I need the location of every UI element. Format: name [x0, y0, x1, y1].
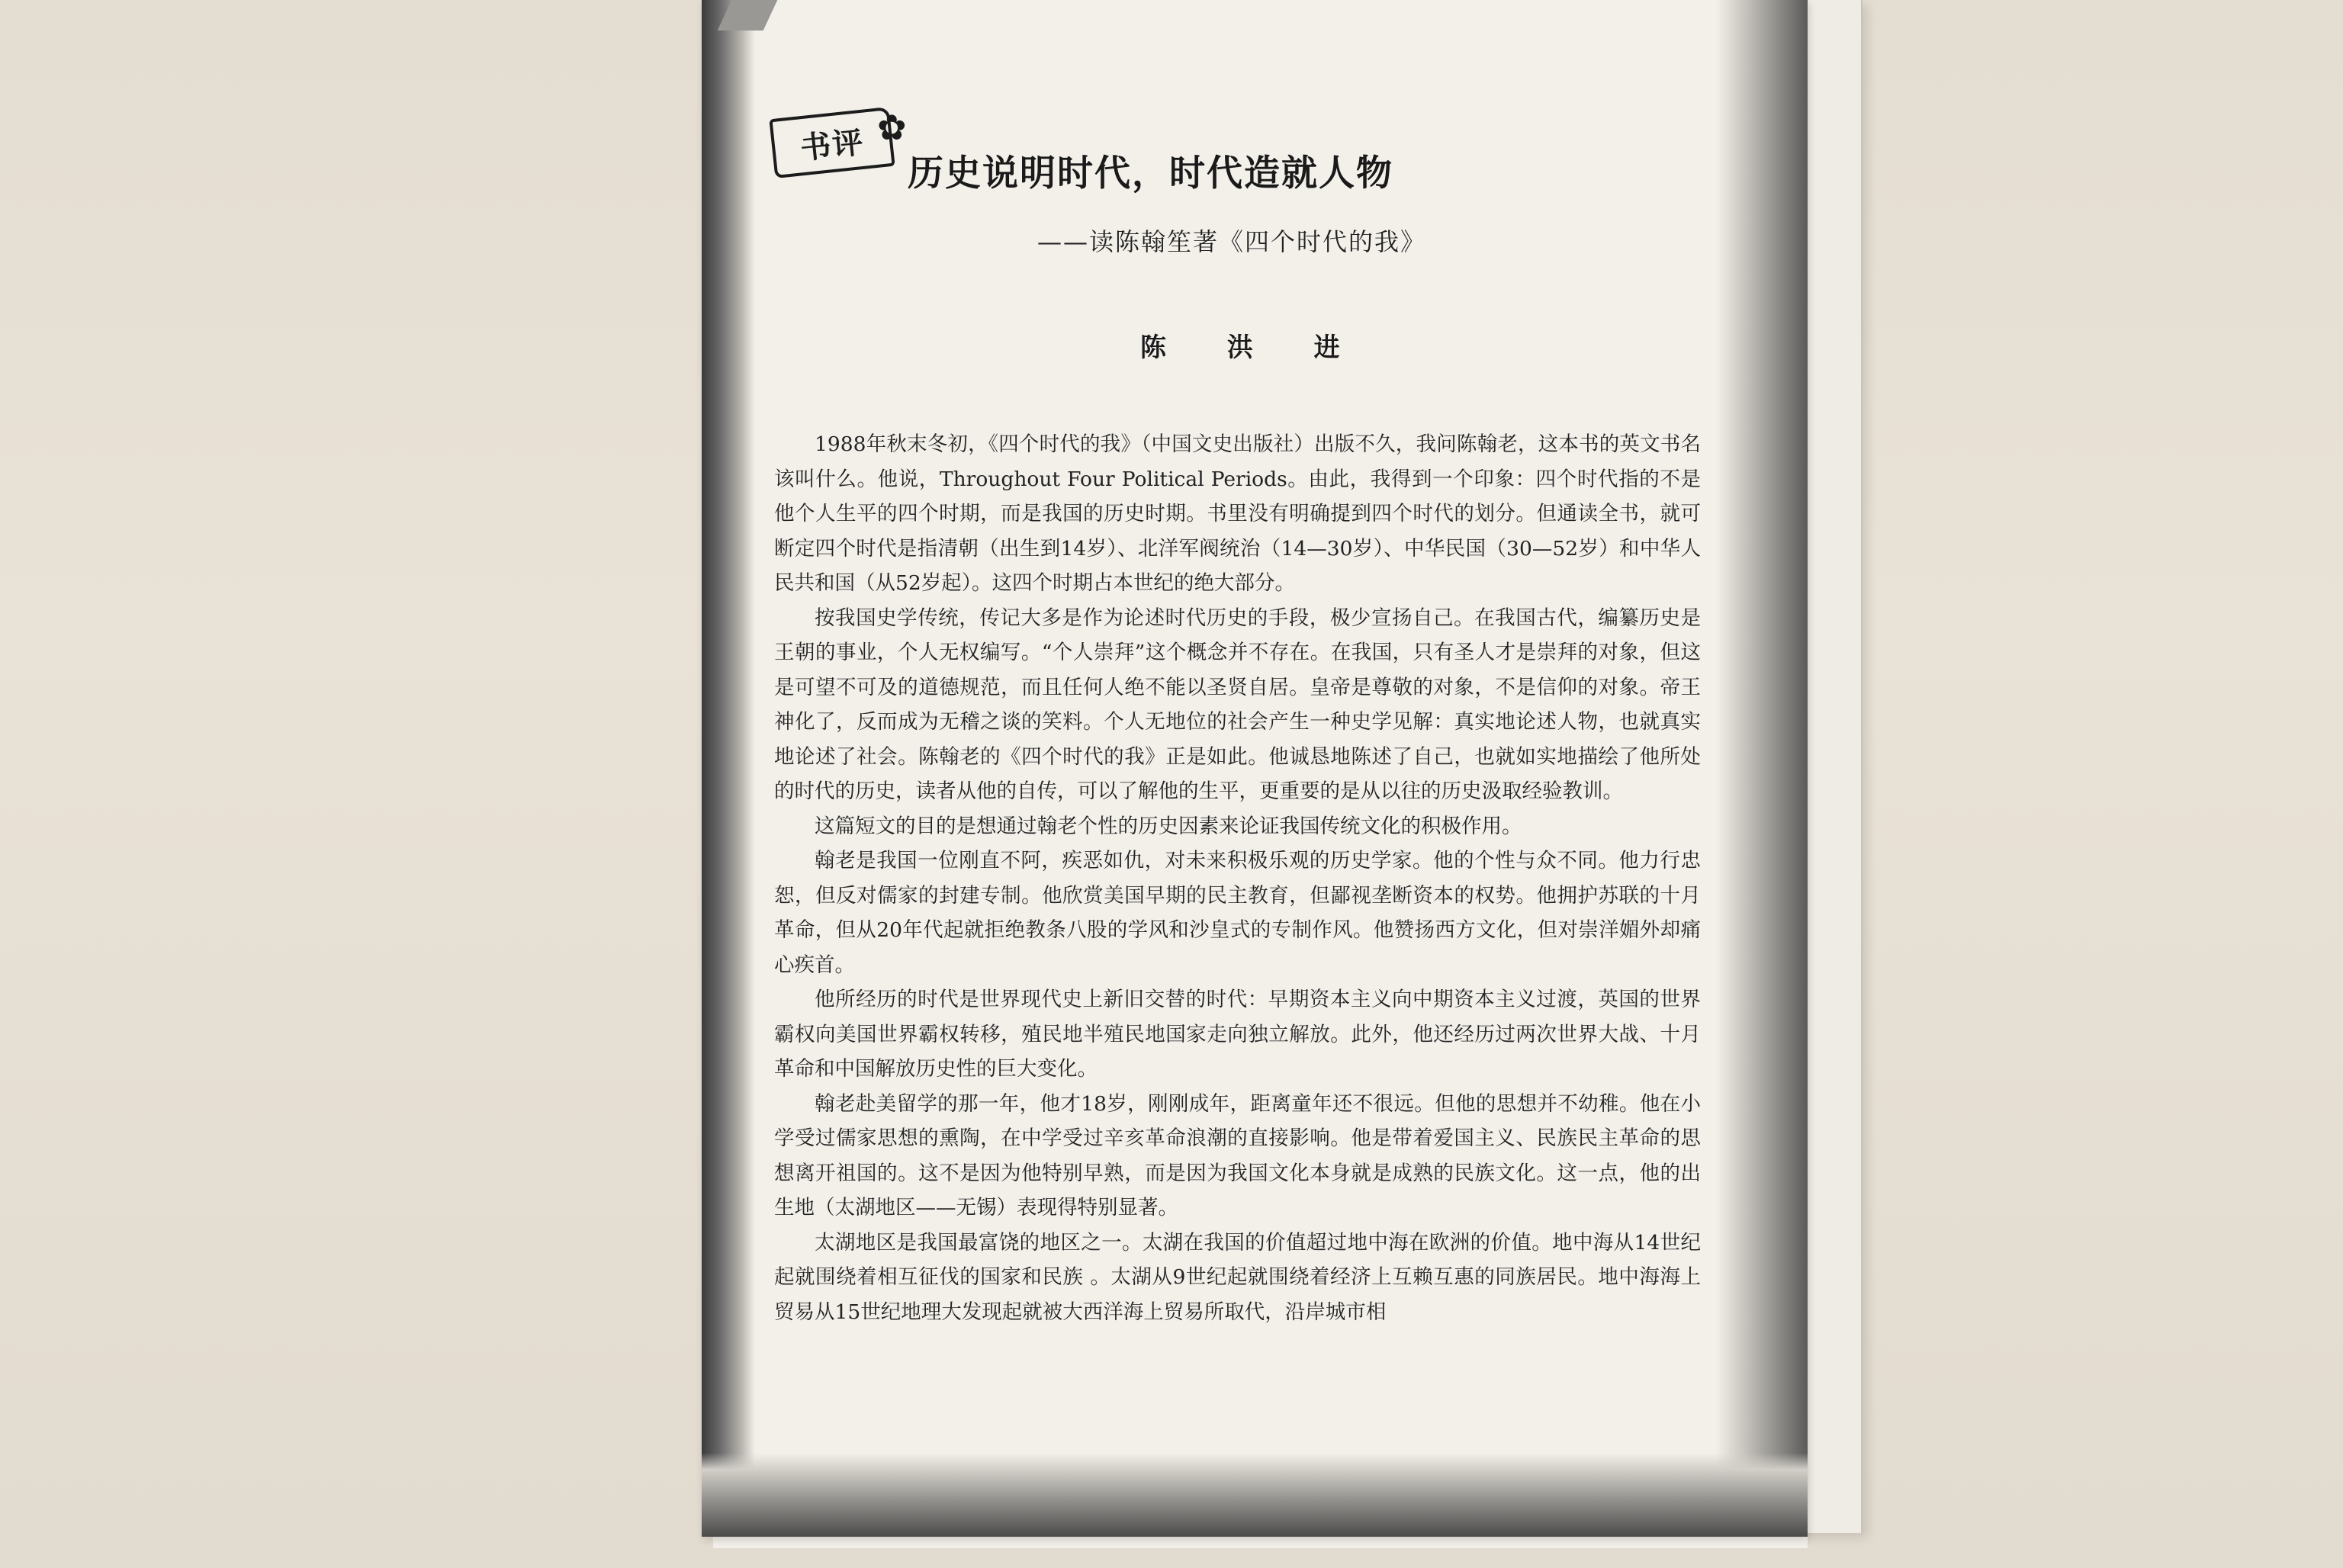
article-body — [774, 427, 1701, 1329]
article-title: 历史说明时代，时代造就人物 — [908, 153, 1393, 194]
paragraph: 按我国史学传统，传记大多是作为论述时代历史的手段，极少宣扬自己。在我国古代，编纂历史是王朝的事业，个人无权编写。“个人崇拜”这个概念并不存在。在我国，只有圣人才是崇拜的对象，但这是可望不可及的道德规范，而且任何人绝不能以圣贤自居。皇帝是尊敬的对象，不是信仰的对象。帝王神化了，反而成为无稽之谈的笑料。个人无地位的社会产生一种史学见解：真实地论述人物，也就真实地论述了社会。陈翰老的《四个时代的我》正是如此。他诚恳地陈述了自己，也就如实地描绘了他所处的时代的历史，读者从他的自传，可以了解他的生平，更重要的是从以往的历史汲取经验教训。 — [774, 606, 1701, 803]
column-stamp-text: 书评 — [799, 124, 866, 166]
photocopy-shadow-right — [1716, 0, 1808, 1537]
paragraph: 翰老赴美留学的那一年，他才18岁，刚刚成年，距离童年还不很远。但他的思想并不幼稚。他在小学受过儒家思想的熏陶，在中学受过辛亥革命浪潮的直接影响。他是带着爱国主义、民族民主革命的思想离开祖国的。这不是因为他特别早熟，而是因为我国文化本身就是成熟的民族文化。这一点，他的出生地（太湖地区——无锡）表现得特别显著。 — [774, 1091, 1701, 1219]
photocopy-shadow-left — [702, 0, 755, 1537]
flower-ornament-icon: ✿ — [877, 107, 907, 148]
paragraph: 1988年秋末冬初，《四个时代的我》（中国文史出版社）出版不久，我问陈翰老，这本书的英文书名该叫什么。他说，Throughout Four Political Periods。由此，我得到一个印象：四个时代指的不是他个人生平的四个时期，而是我国的历史时期。书里没有明确提到四个时代的划分。但通读全书，就可断定四个时代是指清朝（出生到14岁）、北洋军阀统治（14—30岁）、中华民国（30—52岁）和中华人民共和国（从52岁起）。这四个时期占本世纪的绝大部分。 — [774, 432, 1701, 595]
paragraph: 翰老是我国一位刚直不阿，疾恶如仇，对未来积极乐观的历史学家。他的个性与众不同。他力行忠恕，但反对儒家的封建专制。他欣赏美国早期的民主教育，但鄙视垄断资本的权势。他拥护苏联的十月革命，但从20年代起就拒绝教条八股的学风和沙皇式的专制作风。他赞扬西方文化，但对崇洋媚外却痛心疾首。 — [774, 849, 1701, 977]
article-subtitle: ——读陈翰笙著《四个时代的我》 — [1037, 227, 1427, 256]
article-author: 陈 洪 进 — [1140, 333, 1366, 363]
paragraph: 他所经历的时代是世界现代史上新旧交替的时代：早期资本主义向中期资本主义过渡，英国的世界霸权向美国世界霸权转移，殖民地半殖民地国家走向独立解放。此外，他还经历过两次世界大战、十月革命和中国解放历史性的巨大变化。 — [774, 988, 1701, 1081]
photocopy-shadow-bottom — [702, 1453, 1808, 1537]
column-stamp — [769, 107, 895, 178]
paragraph: 太湖地区是我国最富饶的地区之一。太湖在我国的价值超过地中海在欧洲的价值。地中海从14世纪起就围绕着相互征伐的国家和民族 。太湖从9世纪起就围绕着经济上互赖互惠的同族居民。地中海海上贸易从15世纪地理大发现起就被大西洋海上贸易所取代，沿岸城市相 — [774, 1230, 1701, 1324]
paragraph: 这篇短文的目的是想通过翰老个性的历史因素来论证我国传统文化的积极作用。 — [815, 814, 1522, 838]
